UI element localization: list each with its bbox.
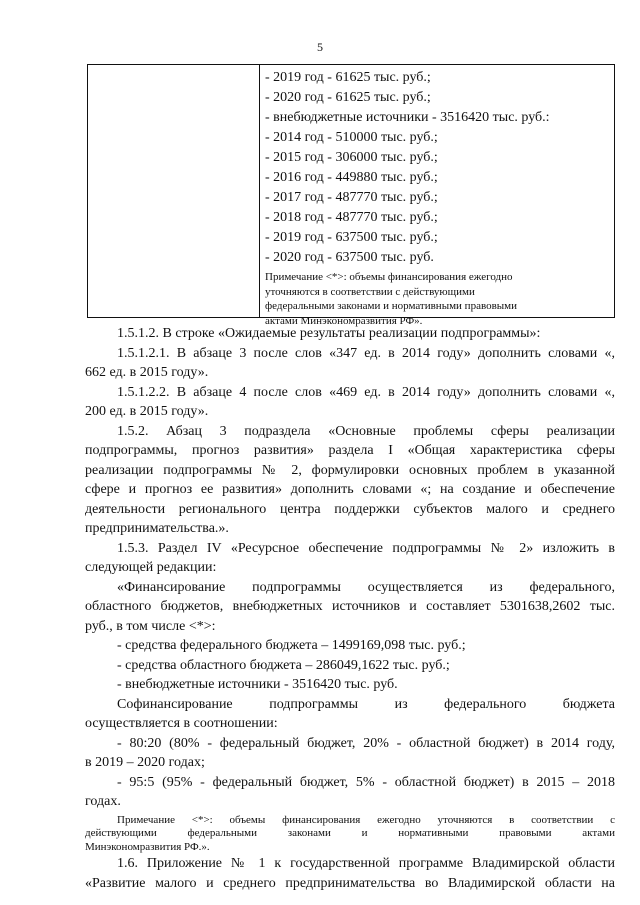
- funding-line: - 2017 год - 487770 тыс. руб.;: [265, 190, 438, 205]
- cofinancing-paragraph-cont: осуществляется в соотношении:: [85, 716, 278, 731]
- paragraph-1-5-2-line: реализации подпрограммы № 2, формулировки основных проблем в указанной: [85, 462, 615, 478]
- funding-line: - 2015 год - 306000 тыс. руб.;: [265, 150, 438, 165]
- table-note-line: Примечание <*>: объемы финансирования ежегодно: [265, 271, 513, 283]
- page-number: 5: [317, 40, 323, 54]
- paragraph-1-5-1-2-1-cont: 662 ед. в 2015 году».: [85, 365, 209, 380]
- funding-line: - 2018 год - 487770 тыс. руб.;: [265, 210, 438, 225]
- ratio-95-5: - 95:5 (95% - федеральный бюджет, 5% - областной бюджет) в 2015 – 2018: [117, 774, 615, 790]
- financing-note: [85, 814, 615, 855]
- table-note-line: уточняются в соответствии с действующими: [265, 285, 475, 298]
- paragraph-1-5-2-line: деятельности регионального центра поддержки субъектов малого и среднего: [85, 501, 615, 517]
- program-table: [87, 64, 615, 327]
- financing-paragraph: «Финансирование подпрограммы осуществляется из федерального,: [117, 579, 615, 595]
- ratio-80-20: - 80:20 (80% - федеральный бюджет, 20% - областной бюджет) в 2014 году,: [117, 735, 615, 751]
- table-note-line: актами Минэкономразвития РФ».: [265, 314, 423, 327]
- funding-line: - 2020 год - 637500 тыс. руб.: [265, 250, 434, 265]
- financing-note-line: Минэкономразвития РФ.».: [85, 840, 210, 853]
- funding-line: - 2016 год - 449880 тыс. руб.;: [265, 170, 438, 185]
- table-right-cell: [260, 65, 614, 327]
- table-note: [265, 270, 614, 328]
- financing-paragraph-line: областного бюджетов, внебюджетных источников и составляет 5301638,2602 тыс.: [85, 599, 615, 614]
- paragraph-1-5-1-2-1: 1.5.1.2.1. В абзаце 3 после слов «347 ед. в 2014 году» дополнить словами «,: [117, 345, 615, 361]
- paragraph-1-6-cont: «Развитие малого и среднего предпринимательства во Владимирской области на: [85, 875, 615, 891]
- financing-note-line: действующими федеральными законами и нормативными правовыми актами: [85, 827, 615, 839]
- list-item: - внебюджетные источники - 3516420 тыс. руб.: [117, 677, 398, 692]
- funding-line: - 2019 год - 637500 тыс. руб.;: [265, 230, 438, 245]
- paragraph-1-5-1-2-2: 1.5.1.2.2. В абзаце 4 после слов «469 ед. в 2014 году» дополнить словами «,: [117, 384, 615, 400]
- funding-line: - 2020 год - 61625 тыс. руб.;: [265, 90, 431, 105]
- ratio-80-20-cont: в 2019 – 2020 годах;: [85, 755, 205, 770]
- paragraph-1-5-1-2-2-cont: 200 ед. в 2015 году».: [85, 404, 209, 419]
- paragraph-1-5-1-2: 1.5.1.2. В строке «Ожидаемые результаты реализации подпрограммы»:: [117, 326, 541, 341]
- document-body: [85, 324, 615, 893]
- financing-paragraph-last: руб., в том числе <*>:: [85, 618, 216, 634]
- paragraph-1-5-2-line: сфере и прогноз ее развития» дополнить словами «; на создание и обеспечение: [85, 482, 615, 497]
- paragraph-1-6: 1.6. Приложение № 1 к государственной программе Владимирской области: [117, 856, 615, 871]
- ratio-95-5-cont: годах.: [85, 794, 121, 809]
- paragraph-1-5-2-line: подпрограммы, прогноз развития» раздела I «Общая характеристика сферы: [85, 443, 615, 458]
- financing-note-line: Примечание <*>: объемы финансирования ежегодно уточняются в соответствии с: [117, 813, 615, 826]
- funding-line: - 2019 год - 61625 тыс. руб.;: [265, 70, 431, 85]
- funding-line: - 2014 год - 510000 тыс. руб.;: [265, 130, 438, 145]
- paragraph-1-5-3-cont: следующей редакции:: [85, 560, 217, 575]
- list-item: - средства областного бюджета – 286049,1622 тыс. руб.;: [117, 657, 450, 673]
- paragraph-1-5-2: 1.5.2. Абзац 3 подраздела «Основные проблемы сферы реализации: [117, 423, 615, 439]
- table-note-line: федеральными законами и нормативными правовыми: [265, 300, 518, 312]
- list-item: - средства федерального бюджета – 1499169,098 тыс. руб.;: [117, 638, 466, 653]
- paragraph-1-5-3: 1.5.3. Раздел IV «Ресурсное обеспечение подпрограммы № 2» изложить в: [117, 540, 615, 556]
- cofinancing-paragraph: Софинансирование подпрограммы из федерального бюджета: [117, 696, 615, 712]
- funding-line: - внебюджетные источники - 3516420 тыс. руб.:: [265, 110, 550, 125]
- table-left-cell: [88, 65, 260, 317]
- paragraph-1-5-2-last: предпринимательства.».: [85, 521, 229, 536]
